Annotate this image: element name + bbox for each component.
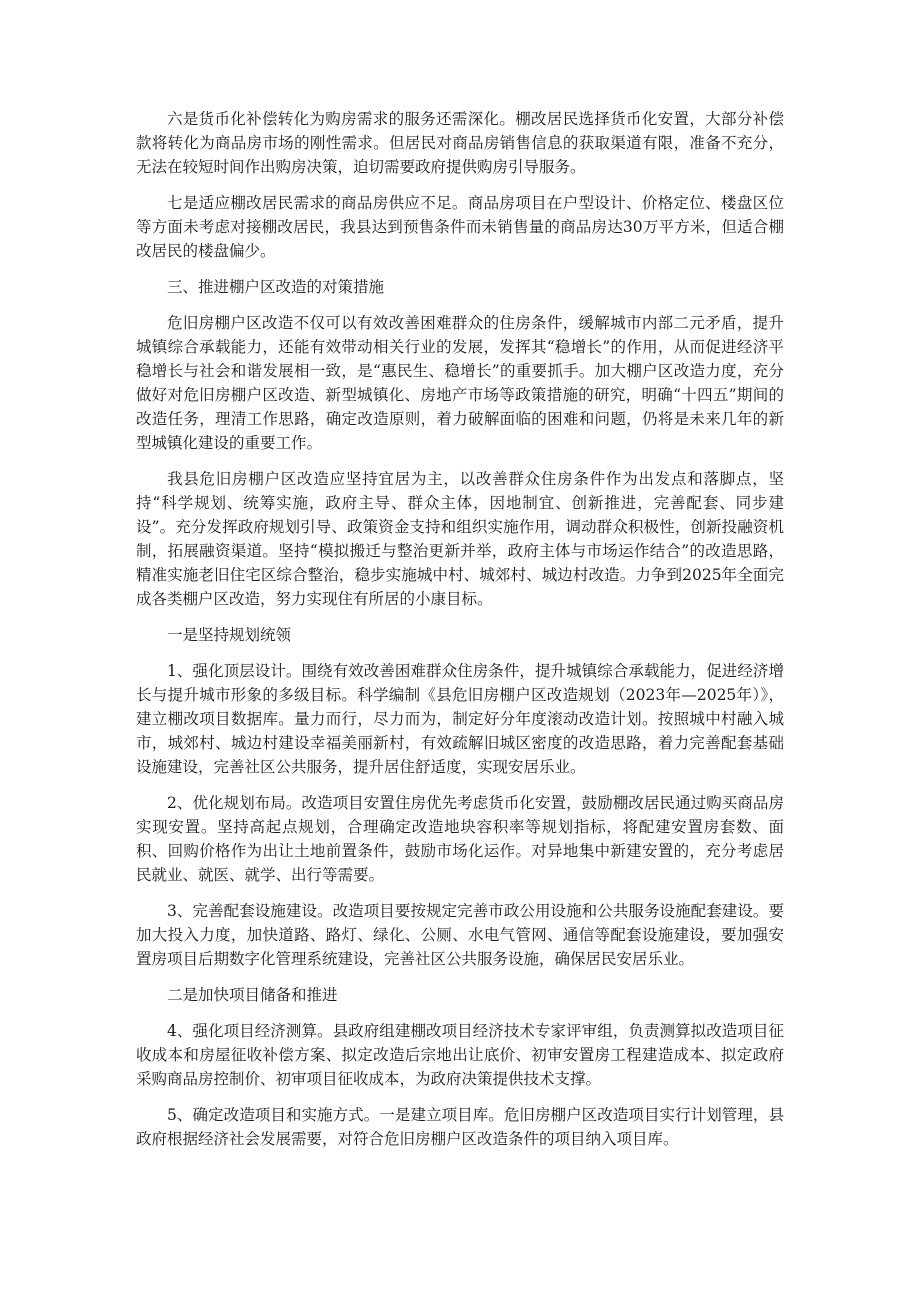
section-heading-3: 三、推进棚户区改造的对策措施	[167, 278, 385, 296]
subheading-planning: 一是坚持规划统领	[167, 626, 292, 644]
paragraph-item-2: 2、优化规划布局。改造项目安置住房优先考虑货币化安置，鼓励棚改居民通过购买商品房实现安置。坚持高起点规划，合理确定改造地块容积率等规划指标，将配建安置房套数、面积、回购价格作为出让土地前置条件，鼓励市场化运作。对异地集中新建安置的，充分考虑居民就业、就医、就学、出行等需要。	[136, 794, 784, 884]
paragraph-item-5: 5、确定改造项目和实施方式。一是建立项目库。危旧房棚户区改造项目实行计划管理，县政府根据经济社会发展需要，对符合危旧房棚户区改造条件的项目纳入项目库。	[136, 1106, 784, 1148]
subheading-projects: 二是加快项目储备和推进	[167, 986, 338, 1004]
paragraph-intro: 危旧房棚户区改造不仅可以有效改善困难群众的住房条件，缓解城市内部二元矛盾，提升城镇综合承载能力，还能有效带动相关行业的发展，发挥其“稳增长”的作用，从而促进经济平稳增长与社会和谐发展相一致，是“惠民生、稳增长”的重要抓手。加大棚户区改造力度，充分做好对危旧房棚户区改造、新型城镇化、房地产市场等政策措施的研究，明确“十四五”期间的改造任务，理清工作思路，确定改造原则，着力破解面临的困难和问题，仍将是未来几年的新型城镇化建设的重要工作。	[136, 314, 784, 452]
paragraph-item-3: 3、完善配套设施建设。改造项目要按规定完善市政公用设施和公共服务设施配套建设。要加大投入力度，加快道路、路灯、绿化、公厕、水电气管网、通信等配套设施建设，要加强安置房项目后期数字化管理系统建设，完善社区公共服务设施，确保居民安居乐业。	[136, 902, 784, 968]
paragraph-item-4: 4、强化项目经济测算。县政府组建棚改项目经济技术专家评审组，负责测算拟改造项目征收成本和房屋征收补偿方案、拟定改造后宗地出让底价、初审安置房工程建造成本、拟定政府采购商品房控制价、初审项目征收成本，为政府决策提供技术支撑。	[136, 1022, 784, 1088]
paragraph-7: 七是适应棚改居民需求的商品房供应不足。商品房项目在户型设计、价格定位、楼盘区位等方面未考虑对接棚改居民，我县达到预售条件而未销售量的商品房达30万平方米，但适合棚改居民的楼盘偏少。	[136, 194, 784, 260]
paragraph-6: 六是货币化补偿转化为购房需求的服务还需深化。棚改居民选择货币化安置，大部分补偿款将转化为商品房市场的刚性需求。但居民对商品房销售信息的获取渠道有限，准备不充分，无法在较短时间作出购房决策，迫切需要政府提供购房引导服务。	[136, 110, 784, 176]
paragraph-item-1: 1、强化顶层设计。围绕有效改善困难群众住房条件，提升城镇综合承载能力，促进经济增长与提升城市形象的多级目标。科学编制《县危旧房棚户区改造规划（2023年—2025年）》，建立棚改项目数据库。量力而行，尽力而为，制定好分年度滚动改造计划。按照城中村融入城市，城郊村、城边村建设幸福美丽新村，有效疏解旧城区密度的改造思路，着力完善配套基础设施建设，完善社区公共服务，提升居住舒适度，实现安居乐业。	[136, 662, 784, 776]
document-body	[136, 107, 784, 1163]
paragraph-principles: 我县危旧房棚户区改造应坚持宜居为主，以改善群众住房条件作为出发点和落脚点，坚持“科学规划、统筹实施，政府主导、群众主体，因地制宜、创新推进，完善配套、同步建设”。充分发挥政府规划引导、政策资金支持和组织实施作用，调动群众积极性，创新投融资机制，拓展融资渠道。坚持“模拟搬迁与整治更新并举，政府主体与市场运作结合”的改造思路，精准实施老旧住宅区综合整治，稳步实施城中村、城郊村、城边村改造。力争到2025年全面完成各类棚户区改造，努力实现住有所居的小康目标。	[136, 470, 784, 608]
